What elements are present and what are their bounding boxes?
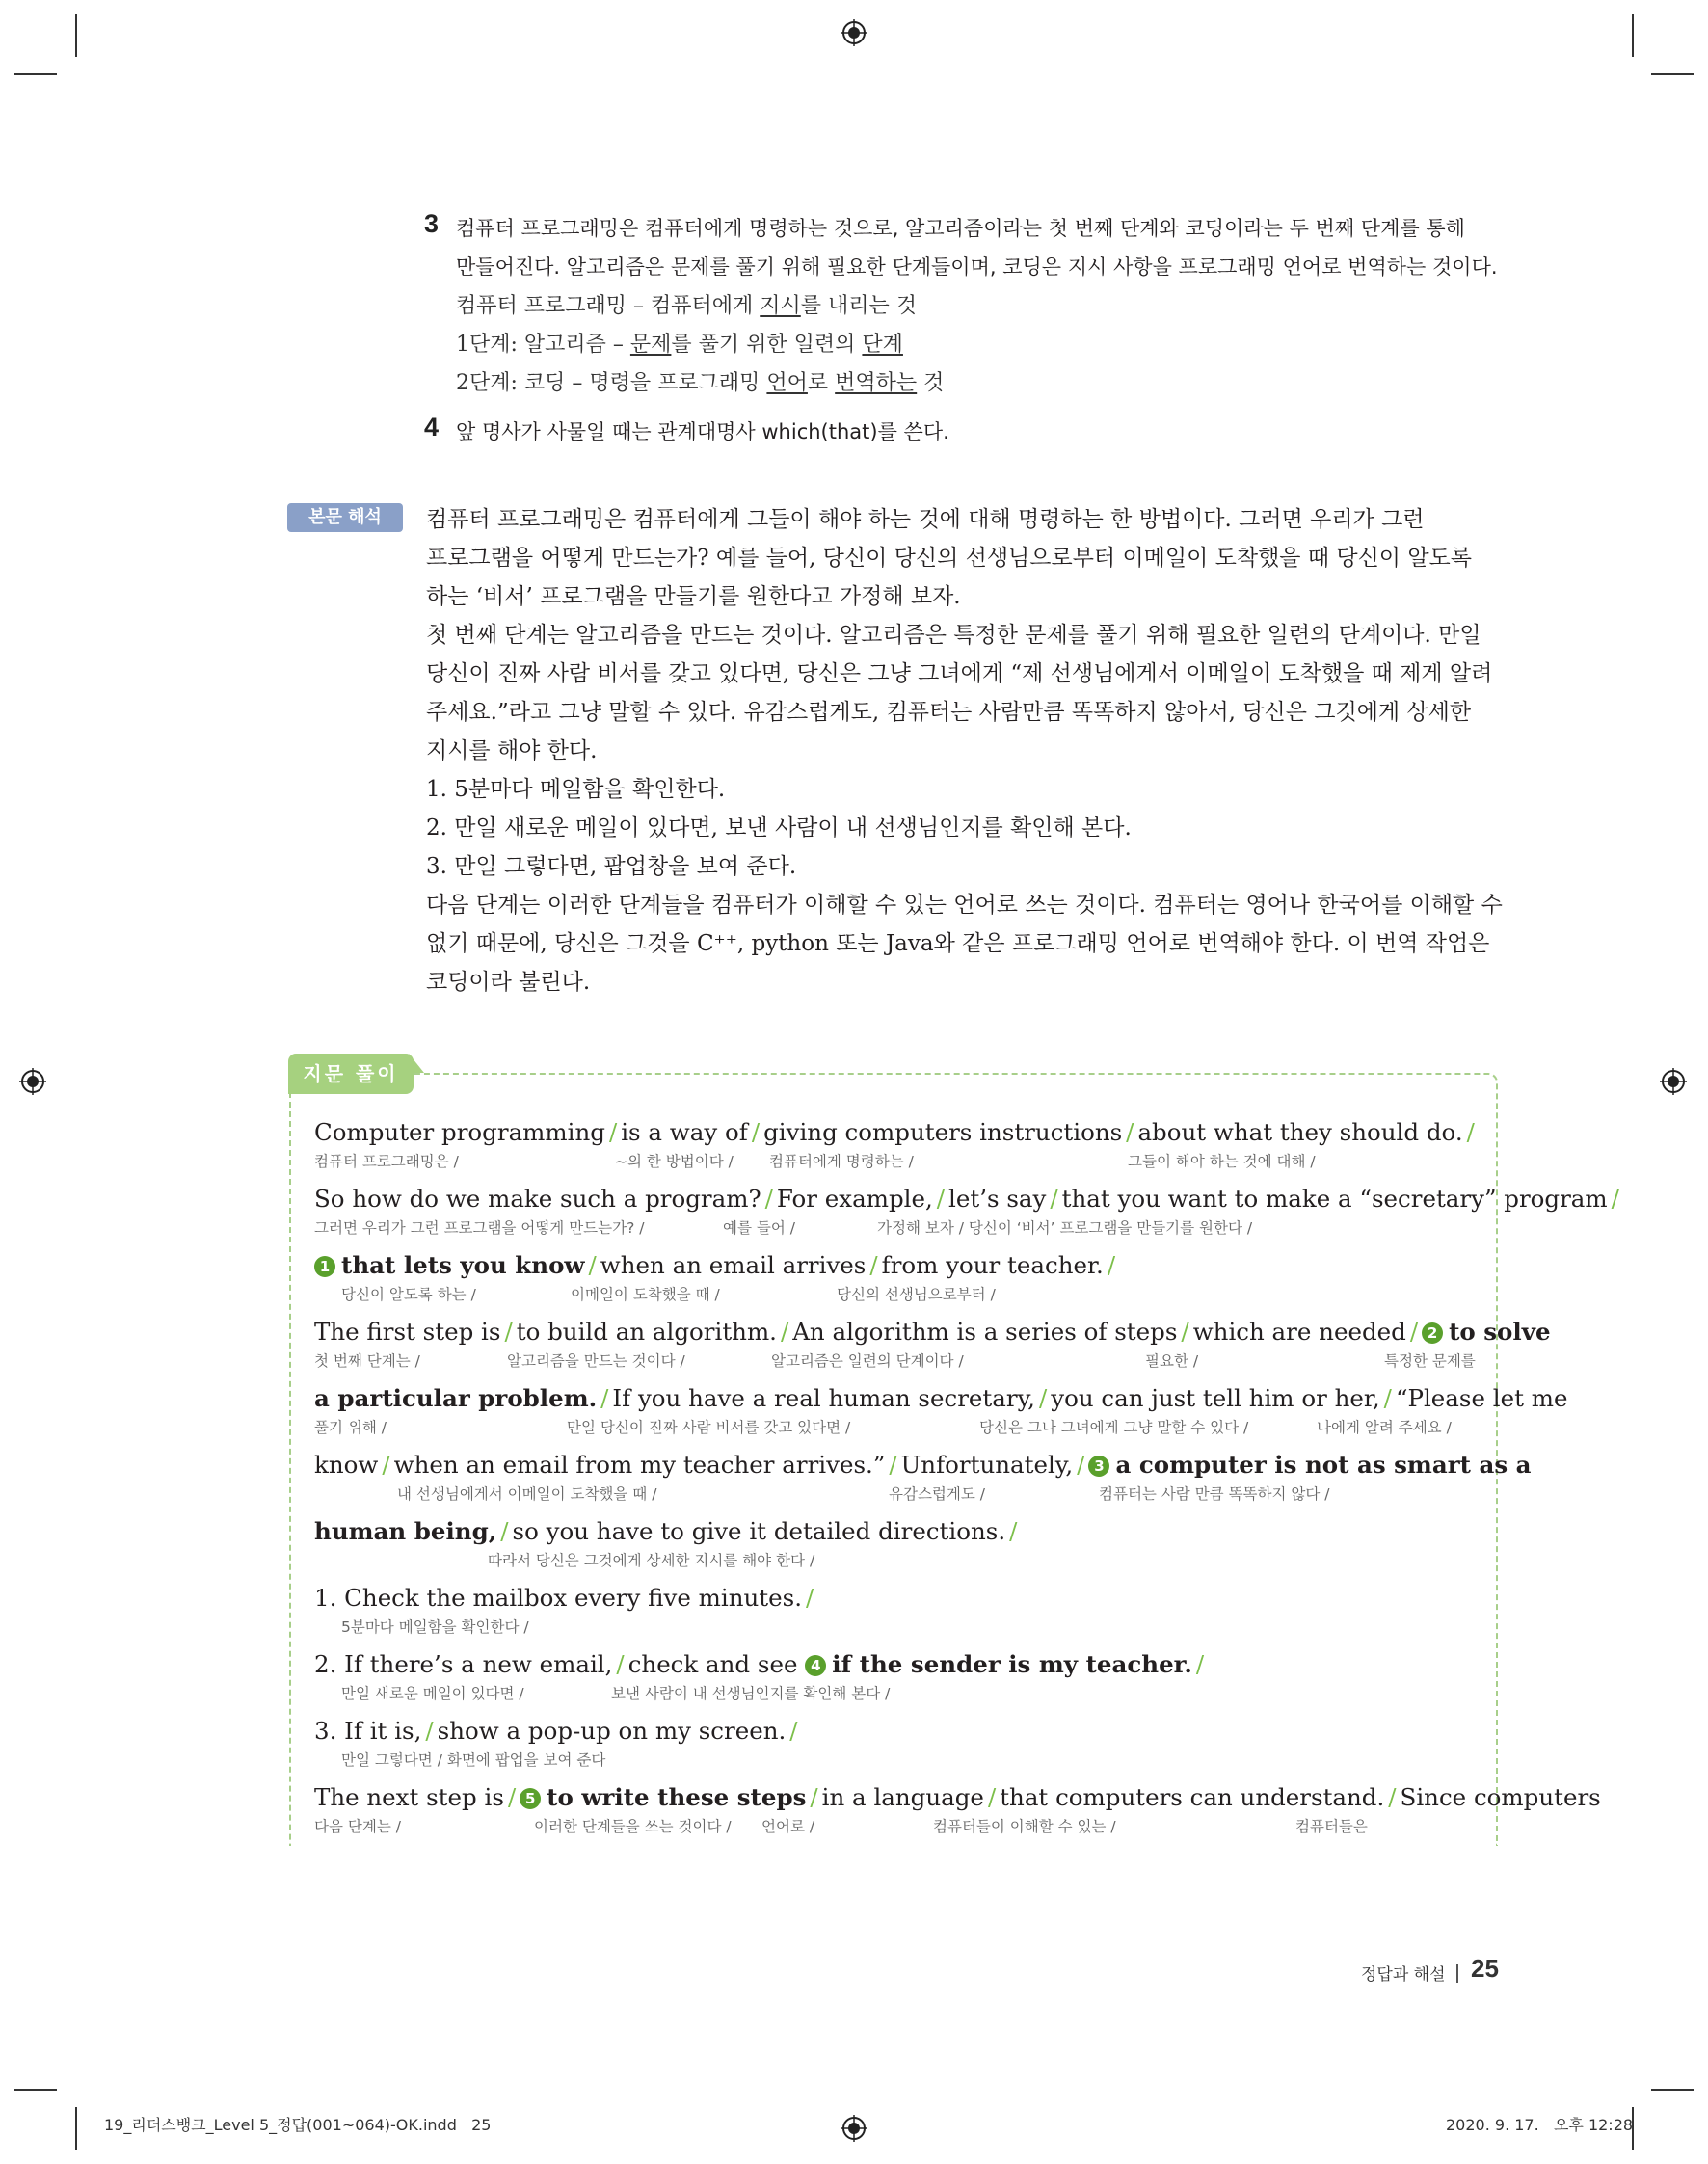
summary-line: 2단계: 코딩 – 명령을 프로그래밍 언어로 번역하는 것 bbox=[456, 371, 945, 395]
footer-divider bbox=[1456, 1964, 1458, 1983]
gloss: ~의 한 방법이다 / bbox=[615, 1153, 734, 1170]
passage-line: Computer programming / is a way of / giving computers instructions / about what they should do. / bbox=[314, 1118, 1475, 1146]
passage-line: know / when an email from my teacher arrives.” / Unfortunately, / 3 a computer is not as smart as a bbox=[314, 1451, 1532, 1479]
gloss: 이메일이 도착했을 때 / bbox=[571, 1286, 720, 1303]
registration-mark-icon bbox=[841, 19, 867, 46]
translation-line: 3. 만일 그렇다면, 팝업창을 보여 준다. bbox=[426, 854, 797, 879]
translation-line: 없기 때문에, 당신은 그것을 C⁺⁺, python 또는 Java와 같은 프로그래밍 언어로 번역해야 한다. 이 번역 작업은 bbox=[426, 931, 1490, 956]
passage-line: human being, / so you have to give it detailed directions. / bbox=[314, 1517, 1018, 1545]
crop-mark bbox=[1632, 14, 1634, 57]
gloss: 컴퓨터에게 명령하는 / bbox=[769, 1153, 914, 1170]
translation-line: 코딩이라 불린다. bbox=[426, 970, 591, 995]
gloss: 당신의 선생님으로부터 / bbox=[837, 1286, 996, 1303]
question-marker: 4 bbox=[805, 1655, 826, 1676]
registration-mark-icon bbox=[841, 2115, 867, 2142]
gloss: 내 선생님에게서 이메일이 도착했을 때 / bbox=[397, 1485, 657, 1503]
gloss: 알고리즘은 일련의 단계이다 / bbox=[771, 1352, 964, 1370]
gloss: 컴퓨터는 사람 만큼 똑똑하지 않다 / bbox=[1099, 1485, 1330, 1503]
translation-line: 첫 번째 단계는 알고리즘을 만드는 것이다. 알고리즘은 특정한 문제를 풀기 위해 필요한 일련의 단계이다. 만일 bbox=[426, 623, 1481, 648]
gloss: 필요한 / bbox=[1145, 1352, 1199, 1370]
crop-mark bbox=[1651, 73, 1694, 75]
translation-line: 1. 5분마다 메일함을 확인한다. bbox=[426, 777, 726, 802]
crop-mark bbox=[14, 73, 57, 75]
gloss: 가정해 보자 / 당신이 ‘비서’ 프로그램을 만들기를 원한다 / bbox=[877, 1219, 1253, 1237]
translation-badge: 본문 해석 bbox=[287, 503, 403, 532]
question-marker: 5 bbox=[520, 1788, 541, 1809]
translation-line: 당신이 진짜 사람 비서를 갖고 있다면, 당신은 그냥 그녀에게 “제 선생님에게서 이메일이 도착했을 때 제게 알려 bbox=[426, 661, 1493, 686]
gloss: 컴퓨터 프로그래밍은 / bbox=[314, 1153, 459, 1170]
passage-line: 3. If it is, / show a pop-up on my screen. / bbox=[314, 1717, 798, 1745]
gloss: 만일 당신이 진짜 사람 비서를 갖고 있다면 / bbox=[567, 1419, 851, 1436]
gloss: 이러한 단계들을 쓰는 것이다 / bbox=[534, 1818, 732, 1835]
item-3-line: 만들어진다. 알고리즘은 문제를 풀기 위해 필요한 단계들이며, 코딩은 지시 사항을 프로그래밍 언어로 번역하는 것이다. bbox=[456, 255, 1498, 279]
translation-line: 다음 단계는 이러한 단계들을 컴퓨터가 이해할 수 있는 언어로 쓰는 것이다. 컴퓨터는 영어나 한국어를 이해할 수 bbox=[426, 893, 1503, 918]
gloss: 당신은 그나 그녀에게 그냥 말할 수 있다 / bbox=[979, 1419, 1249, 1436]
gloss: 풀기 위해 / bbox=[314, 1419, 387, 1436]
gloss: 당신이 알도록 하는 / bbox=[341, 1286, 476, 1303]
crop-mark bbox=[75, 2107, 77, 2150]
passage-line: 1 that lets you know / when an email arrives / from your teacher. / bbox=[314, 1251, 1119, 1279]
summary-line: 1단계: 알고리즘 – 문제를 풀기 위한 일련의 단계 bbox=[456, 333, 903, 357]
translation-line: 하는 ‘비서’ 프로그램을 만들기를 원한다고 가정해 보자. bbox=[426, 584, 961, 609]
page-number: 25 bbox=[1471, 1954, 1499, 1983]
question-marker: 1 bbox=[314, 1256, 335, 1277]
passage-line: a particular problem. / If you have a real human secretary, / you can just tell him or her, / “Please let me bbox=[314, 1384, 1568, 1412]
gloss: 다음 단계는 / bbox=[314, 1818, 401, 1835]
gloss: 컴퓨터들이 이해할 수 있는 / bbox=[933, 1818, 1116, 1835]
question-marker: 2 bbox=[1422, 1322, 1443, 1344]
translation-line: 컴퓨터 프로그래밍은 컴퓨터에게 그들이 해야 하는 것에 대해 명령하는 한 방법이다. 그러면 우리가 그런 bbox=[426, 507, 1425, 532]
gloss: 보낸 사람이 내 선생님인지를 확인해 본다 / bbox=[611, 1685, 891, 1702]
gloss: 특정한 문제를 bbox=[1384, 1352, 1476, 1370]
passage-line: 2. If there’s a new email, / check and see 4 if the sender is my teacher. / bbox=[314, 1650, 1205, 1678]
crop-mark bbox=[1651, 2089, 1694, 2091]
item-4-text: 앞 명사가 사물일 때는 관계대명사 which(that)를 쓴다. bbox=[456, 420, 949, 443]
translation-line: 프로그램을 어떻게 만드는가? 예를 들어, 당신이 당신의 선생님으로부터 이메일이 도착했을 때 당신이 알도록 bbox=[426, 546, 1472, 571]
gloss: 5분마다 메일함을 확인한다 / bbox=[341, 1618, 529, 1636]
item-3-line: 컴퓨터 프로그래밍은 컴퓨터에게 명령하는 것으로, 알고리즘이라는 첫 번째 단계와 코딩이라는 두 번째 단계를 통해 bbox=[456, 217, 1465, 240]
gloss: 예를 들어 / bbox=[723, 1219, 795, 1237]
item-number: 3 bbox=[424, 209, 440, 238]
gloss: 언어로 / bbox=[761, 1818, 815, 1835]
passage-line: The first step is / to build an algorithm. / An algorithm is a series of steps / which are needed / 2 to solve bbox=[314, 1318, 1551, 1346]
summary-line: 컴퓨터 프로그래밍 – 컴퓨터에게 지시를 내리는 것 bbox=[456, 294, 918, 318]
footer-section: 정답과 해설 bbox=[1361, 1965, 1446, 1985]
gloss: 그러면 우리가 그런 프로그램을 어떻게 만드는가? / bbox=[314, 1219, 645, 1237]
gloss: 컴퓨터들은 bbox=[1295, 1818, 1368, 1835]
passage-line: 1. Check the mailbox every five minutes. / bbox=[314, 1584, 814, 1612]
registration-mark-icon bbox=[19, 1068, 46, 1095]
gloss: 알고리즘을 만드는 것이다 / bbox=[507, 1352, 685, 1370]
question-marker: 3 bbox=[1088, 1456, 1109, 1477]
gloss: 만일 그렇다면 / 화면에 팝업을 보여 준다 bbox=[341, 1751, 606, 1769]
gloss: 유감스럽게도 / bbox=[889, 1485, 985, 1503]
gloss: 첫 번째 단계는 / bbox=[314, 1352, 420, 1370]
registration-mark-icon bbox=[1660, 1068, 1687, 1095]
passage-tab: 지문 풀이 bbox=[288, 1054, 414, 1094]
translation-line: 지시를 해야 한다. bbox=[426, 738, 598, 763]
passage-line: The next step is / 5 to write these steps / in a language / that computers can understand. / Since computers bbox=[314, 1783, 1601, 1811]
gloss: 나에게 알려 주세요 / bbox=[1317, 1419, 1452, 1436]
translation-line: 2. 만일 새로운 메일이 있다면, 보낸 사람이 내 선생님인지를 확인해 본다. bbox=[426, 815, 1132, 841]
translation-line: 주세요.”라고 그냥 말할 수 있다. 유감스럽게도, 컴퓨터는 사람만큼 똑똑하지 않아서, 당신은 그것에게 상세한 bbox=[426, 700, 1472, 725]
print-datetime: 2020. 9. 17. 오후 12:28 bbox=[1446, 2116, 1634, 2134]
passage-line: So how do we make such a program? / For example, / let’s say / that you want to make a “secretary” program / bbox=[314, 1185, 1619, 1213]
crop-mark bbox=[75, 14, 77, 57]
crop-mark bbox=[14, 2089, 57, 2091]
gloss: 만일 새로운 메일이 있다면 / bbox=[341, 1685, 524, 1702]
item-number: 4 bbox=[424, 413, 440, 441]
print-file-info: 19_리더스뱅크_Level 5_정답(001~064)-OK.indd 25 bbox=[104, 2116, 492, 2134]
passage-tab-tail bbox=[409, 1054, 424, 1073]
gloss: 따라서 당신은 그것에게 상세한 지시를 해야 한다 / bbox=[488, 1552, 815, 1569]
gloss: 그들이 해야 하는 것에 대해 / bbox=[1128, 1153, 1316, 1170]
